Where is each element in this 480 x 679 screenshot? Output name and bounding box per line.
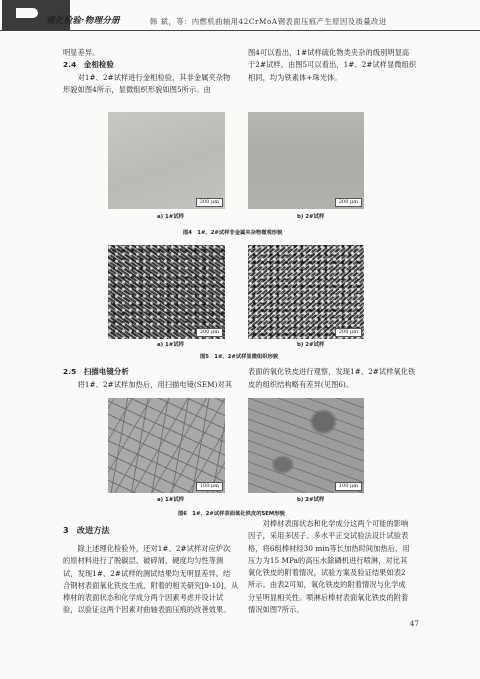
figure5a-label: a) 1#试样 xyxy=(157,342,185,348)
left-text-line: 验，以验证这两个因素对曲轴表面压痕的改善效果。 xyxy=(63,605,231,615)
section3-left-column xyxy=(63,543,245,617)
figure6-caption: 图6 1#、2#试样表面氧化铁皮的SEM形貌 xyxy=(178,511,285,517)
section3-right-column xyxy=(248,518,430,616)
left-text-line: 棒材的表面状态和化学成分两个因素考虑并设计试 xyxy=(63,593,224,603)
scale-bar: 100 μm xyxy=(335,482,362,491)
figure4-caption: 图4 1#、2#试样非金属夹杂物微观形貌 xyxy=(183,230,283,236)
figure5b-label: b) 2#试样 xyxy=(297,342,325,348)
right-text-line: 皮的组织结构略有差异(见图6)。 xyxy=(248,380,354,389)
section-heading-2-4: 2.4 金相检验 xyxy=(63,60,114,69)
page-number: 47 xyxy=(410,620,419,628)
section-heading-2-5: 2.5 扫描电镜分析 xyxy=(63,367,129,376)
figure4b-micrograph xyxy=(248,112,364,209)
left-text-line: 试，发现1#、2#试样的测试结果均无明显差异。结 xyxy=(63,568,231,578)
left-text-line: 对1#、2#试样进行金相检验，其非金属夹杂物 xyxy=(63,73,231,82)
figure6a-sem-image xyxy=(108,398,225,493)
right-text-line: 于2#试样。由图5可以看出，1#、2#试样显微组织 xyxy=(248,60,417,69)
figure4a-label: a) 1#试样 xyxy=(157,214,185,220)
right-text-line: 压力为15 MPa的高压水除磷机进行喷淋，对比其 xyxy=(248,555,408,565)
right-text-line: 对棒材表面状态和化学成分这两个可能的影响 xyxy=(248,519,409,528)
left-text-line: 形貌如图4所示，显微组织形貌如图5所示。由 xyxy=(63,85,211,94)
scale-bar: 200 μm xyxy=(196,198,223,207)
figure4a-micrograph xyxy=(108,112,225,209)
scale-bar: 200 μm xyxy=(335,328,362,337)
figure6b-sem-image xyxy=(248,398,364,493)
left-text-line: 明显差异。 xyxy=(63,48,100,57)
section-heading-3: 3 改进方法 xyxy=(63,525,110,535)
figure4b-label: b) 2#试样 xyxy=(297,214,325,220)
scale-bar: 200 μm xyxy=(196,328,223,337)
running-title: 韩 斌，等：内燃机曲轴用42CrMoA钢表面压痕产生原因及质量改进 xyxy=(150,17,387,26)
left-text-line: 的原材料进行了脱碳层、破碎屑、硬度均匀性等测 xyxy=(63,556,224,566)
left-text-line: 合钢材表面氧化铁皮生成、附着的相关研究[9-10]，从 xyxy=(63,580,239,590)
right-text-line: 情况如图7所示。 xyxy=(248,605,304,615)
right-text-line: 相同，均为铁素体+珠光体。 xyxy=(248,73,342,82)
right-text-line: 图4可以看出，1#试样硫化物类夹杂的级别明显高 xyxy=(248,48,410,57)
right-text-line: 分呈明显相关性。喷淋后棒材表面氧化铁皮的附着 xyxy=(248,592,409,602)
header-rule xyxy=(0,30,480,31)
figure6b-label: b) 2#试样 xyxy=(297,497,325,503)
scale-bar: 100 μm xyxy=(196,482,223,491)
left-text-line: 除上述理化检验外，还对1#、2#试样对应炉次 xyxy=(63,544,231,553)
right-text-line: 格，将6组棒材经30 min等长加热时间加热后，用 xyxy=(248,543,410,553)
scale-bar: 200 μm xyxy=(335,198,362,207)
right-text-line: 所示。由表2可知，氧化铁皮的附着情况与化学成 xyxy=(248,580,406,590)
left-text-line: 将1#、2#试样加热后，用扫描电镜(SEM)对其 xyxy=(63,380,233,389)
journal-logo-text: 理化检验·物理分册 xyxy=(46,16,120,26)
right-text-line: 因子，采用多因子、多水平正交试验法设计试验表 xyxy=(248,531,409,541)
figure5b-micrograph xyxy=(248,245,364,339)
right-text-line: 表面的氧化铁皮进行观察，发现1#、2#试样氧化铁 xyxy=(248,367,416,376)
right-text-line: 氧化铁皮的附着情况，试验方案及验证结果如表2 xyxy=(248,568,406,578)
figure5-caption: 图5 1#、2#试样显微组织形貌 xyxy=(200,354,279,360)
figure6a-label: a) 1#试样 xyxy=(157,497,185,503)
figure5a-micrograph xyxy=(108,245,225,339)
